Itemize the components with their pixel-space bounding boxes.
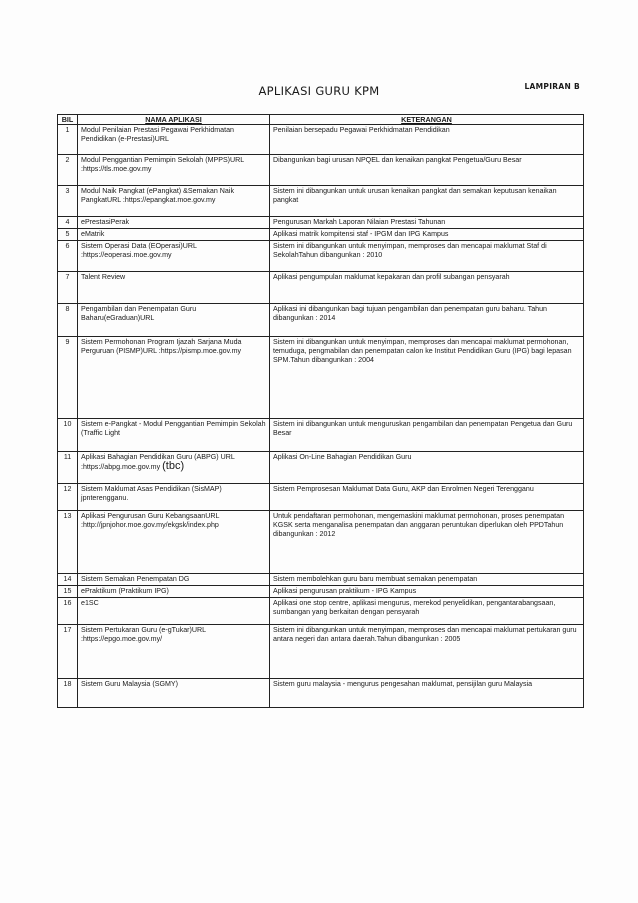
table-row: [58, 598, 584, 625]
table-row: [58, 419, 584, 452]
row-number: 15: [58, 586, 78, 598]
row-number: 1: [58, 125, 78, 155]
application-description: Aplikasi matrik kompitensi staf - IPGM dan IPG Kampus: [270, 229, 584, 241]
application-name-text: Aplikasi Bahagian Pendidikan Guru (ABPG) URL :https://abpg.moe.gov.my: [81, 453, 235, 471]
application-description: Aplikasi pengumpulan maklumat kepakaran dan profil subangan pensyarah: [270, 272, 584, 304]
application-name: Sistem Operasi Data (EOperasi)URL :https://eoperasi.moe.gov.my: [78, 241, 270, 272]
applications-table: [57, 114, 584, 708]
row-number: 9: [58, 337, 78, 419]
application-name: Sistem Semakan Penempatan DG: [78, 574, 270, 586]
application-name: Aplikasi Pengurusan Guru KebangsaanURL :http://jpnjohor.moe.gov.my/ekgsk/index.php: [78, 511, 270, 574]
table-row: [58, 625, 584, 679]
row-number: 7: [58, 272, 78, 304]
row-number: 4: [58, 217, 78, 229]
application-description: Aplikasi On-Line Bahagian Pendidikan Guru: [270, 452, 584, 484]
application-description: Sistem Pemprosesan Maklumat Data Guru, AKP dan Enrolmen Negeri Terengganu: [270, 484, 584, 511]
row-number: 10: [58, 419, 78, 452]
application-name: Sistem Pertukaran Guru (e-gTukar)URL :https://epgo.moe.gov.my/: [78, 625, 270, 679]
row-number: 5: [58, 229, 78, 241]
application-description: Sistem ini dibangunkan untuk menyimpan, memproses dan mencapai maklumat pertukaran guru antara negeri dan antara daerah.Tahun dibangunkan : 2005: [270, 625, 584, 679]
table-row: [58, 337, 584, 419]
table-row: [58, 679, 584, 708]
application-description: Dibangunkan bagi urusan NPQEL dan kenaikan pangkat Pengetua/Guru Besar: [270, 155, 584, 186]
application-description: Sistem ini dibangunkan untuk menyimpan, memproses dan mencapai maklumat Staf di SekolahTahun dibangunkan : 2010: [270, 241, 584, 272]
application-name: Pengambilan dan Penempatan Guru Baharu(eGraduan)URL: [78, 304, 270, 337]
tbc-note: (tbc): [162, 460, 185, 472]
application-description: Aplikasi ini dibangunkan bagi tujuan pengambilan dan penempatan guru baharu. Tahun dibangunkan : 2014: [270, 304, 584, 337]
row-number: 14: [58, 574, 78, 586]
table-row: [58, 511, 584, 574]
table-row: [58, 304, 584, 337]
row-number: 3: [58, 186, 78, 217]
appendix-label: LAMPIRAN B: [524, 82, 580, 91]
row-number: 16: [58, 598, 78, 625]
application-description: Sistem membolehkan guru baru membuat semakan penempatan: [270, 574, 584, 586]
table-row: [58, 229, 584, 241]
row-number: 8: [58, 304, 78, 337]
column-header-keterangan: KETERANGAN: [270, 115, 584, 125]
table-row: [58, 586, 584, 598]
table-row: [58, 574, 584, 586]
column-header-bil: BIL: [58, 115, 78, 125]
table-row: [58, 272, 584, 304]
table-row: [58, 241, 584, 272]
application-name: Modul Naik Pangkat (ePangkat) &Semakan Naik PangkatURL :https://epangkat.moe.gov.my: [78, 186, 270, 217]
application-name: Sistem Permohonan Program Ijazah Sarjana Muda Perguruan (PISMP)URL :https://pismp.moe.gov.my: [78, 337, 270, 419]
application-name: e1SC: [78, 598, 270, 625]
application-name: eMatrik: [78, 229, 270, 241]
application-name: ePraktikum (Praktikum IPG): [78, 586, 270, 598]
row-number: 6: [58, 241, 78, 272]
application-name: Talent Review: [78, 272, 270, 304]
application-description: Pengurusan Markah Laporan Nilaian Prestasi Tahunan: [270, 217, 584, 229]
table-row: [58, 125, 584, 155]
table-header-row: [58, 115, 584, 125]
table-row: [58, 217, 584, 229]
application-name: ePrestasiPerak: [78, 217, 270, 229]
document-title: APLIKASI GURU KPM: [258, 84, 380, 98]
application-name: [78, 452, 270, 484]
row-number: 2: [58, 155, 78, 186]
application-name: Sistem Guru Malaysia (SGMY): [78, 679, 270, 708]
column-header-nama-aplikasi: NAMA APLIKASI: [78, 115, 270, 125]
row-number: 11: [58, 452, 78, 484]
row-number: 12: [58, 484, 78, 511]
application-name: Modul Penilaian Prestasi Pegawai Perkhidmatan Pendidikan (e-Prestasi)URL: [78, 125, 270, 155]
application-description: Sistem ini dibangunkan untuk menyimpan, memproses dan mencapai maklumat permohonan, temuduga, pengmabilan dan penempatan calon ke Institut Pendidikan Guru (IPG) bagi lepasan SPM.Tahun dibangunkan : 2004: [270, 337, 584, 419]
application-name: Sistem Maklumat Asas Pendidikan (SisMAP) jpnterengganu.: [78, 484, 270, 511]
application-description: Aplikasi one stop centre, aplikasi mengurus, merekod penyelidikan, pengantarabangsaan, sumbangan yang berkaitan dengan pensyarah: [270, 598, 584, 625]
application-name: Modul Penggantian Pemimpin Sekolah (MPPS)URL :https://tls.moe.gov.my: [78, 155, 270, 186]
table-row: [58, 484, 584, 511]
application-description: Untuk pendaftaran permohonan, mengemaskini maklumat permohonan, proses penempatan KGSK serta menganalisa penempatan dan anggaran peruntukan diperlukan oleh PPDTahun dibangunkan : 2012: [270, 511, 584, 574]
row-number: 18: [58, 679, 78, 708]
table-row: [58, 186, 584, 217]
application-description: Sistem ini dibangunkan untuk menguruskan pengambilan dan penempatan Pengetua dan Guru Besar: [270, 419, 584, 452]
application-name: Sistem e-Pangkat - Modul Penggantian Pemimpin Sekolah (Traffic Light: [78, 419, 270, 452]
application-description: Penilaian bersepadu Pegawai Perkhidmatan Pendidikan: [270, 125, 584, 155]
application-description: Aplikasi pengurusan praktikum - IPG Kampus: [270, 586, 584, 598]
table-row: [58, 452, 584, 484]
application-description: Sistem guru malaysia - mengurus pengesahan maklumat, pensijilan guru Malaysia: [270, 679, 584, 708]
table-row: [58, 155, 584, 186]
application-description: Sistem ini dibangunkan untuk urusan kenaikan pangkat dan semakan keputusan kenaikan pangkat: [270, 186, 584, 217]
row-number: 17: [58, 625, 78, 679]
row-number: 13: [58, 511, 78, 574]
